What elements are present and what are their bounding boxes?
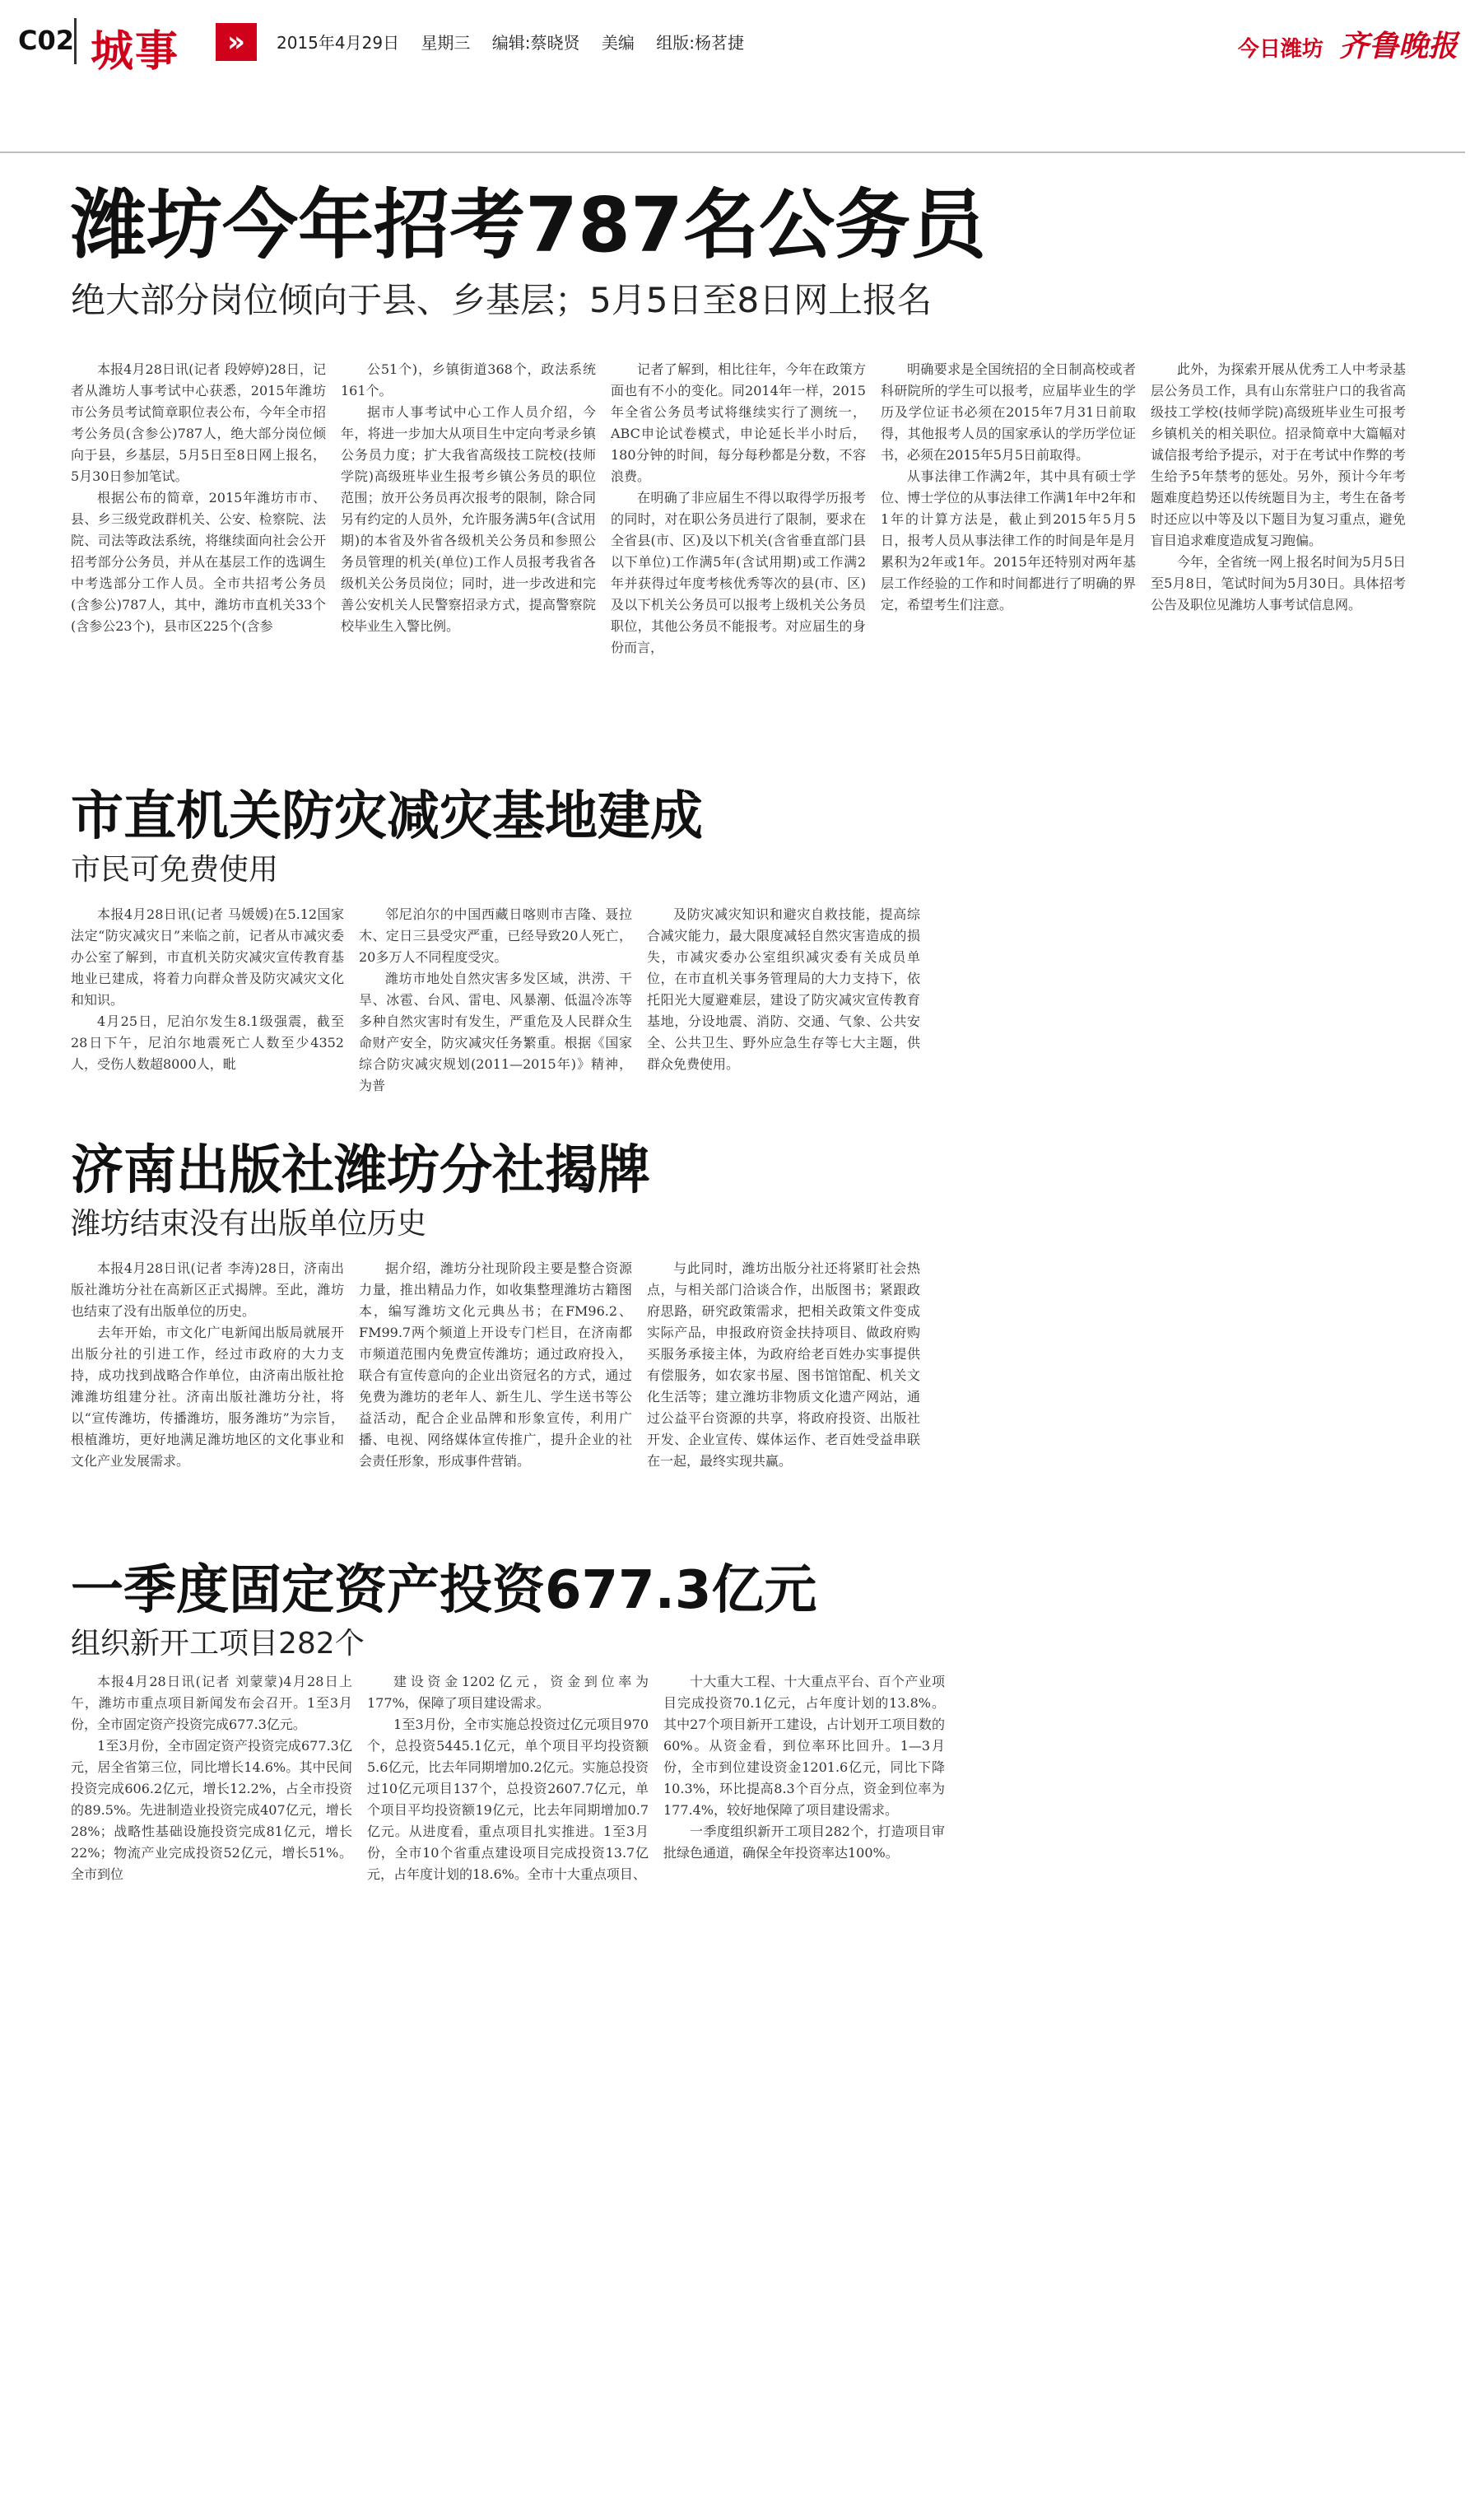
paragraph: 及防灾减灾知识和避灾自救技能，提高综合减灾能力，最大限度减轻自然灾害造成的损失，市减灾委办公室组织减灾委有关成员单位，在市直机关事务管理局的大力支持下，依托阳光大厦避难层，建设了防灾减灾宣传教育基地，分设地震、消防、交通、气象、公共安全、公共卫生、野外应急生存等七大主题，供群众免费使用。 [647,906,920,1072]
brand-edition: 今日潍坊 [1237,37,1324,62]
section-title: 城事 [91,27,180,77]
article-column [1151,359,1421,911]
paragraph: 去年开始，市文化广电新闻出版局就展开出版分社的引进工作，经过市政府的大力支持，成功找到战略合作单位，由济南出版社抢滩潍坊组建分社。济南出版社潍坊分社，将以“宣传潍坊，传播潍坊，服务潍坊”为宗旨，根植潍坊，更好地满足潍坊地区的文化事业和文化产业发展需求。 [71,1325,344,1469]
paragraph: 本报4月28日讯(记者 段婷婷)28日，记者从潍坊人事考试中心获悉，2015年潍坊市公务员考试简章职位表公布，今年全市招考公务员(含参公)787人，绝大部分岗位倾向于县，乡基层，5月5日至8日网上报名，5月30日参加笔试。 [71,361,326,484]
paragraph: 建设资金1202亿元，资金到位率为177%，保障了项目建设需求。 [367,1674,649,1711]
paragraph: 4月25日，尼泊尔发生8.1级强震，截至28日下午，尼泊尔地震死亡人数至少4352人，受伤人数超8000人，毗 [71,1013,344,1072]
article-column [359,1258,647,1587]
article-column [71,1258,359,1587]
article-subhead: 组织新开工项目282个 [71,1627,365,1661]
paragraph: 一季度组织新开工项目282个，打造项目审批绿色通道，确保全年投资率达100%。 [663,1824,945,1861]
paragraph: 公51个)，乡镇街道368个，政法系统161个。 [341,361,596,398]
article-column [647,1258,935,1587]
article-headline: 潍坊今年招考787名公务员 [71,181,987,269]
article-subhead: 潍坊结束没有出版单位历史 [71,1207,427,1241]
page-header [0,0,1484,82]
paragraph: 十大重大工程、十大重点平台、百个产业项目完成投资70.1亿元，占年度计划的13.8%。其中27个项目新开工建设，占计划开工项目数的60%。从资金看，到位率环比回升。1—3月份，全市到位建设资金1201.6亿元，同比下降10.3%，环比提高8.3个百分点，资金到位率为177.4%，较好地保障了项目建设需求。 [663,1674,945,1818]
header-meta [277,30,761,54]
art-editor-credit: 美编 [601,33,635,53]
paragraph: 明确要求是全国统招的全日制高校或者科研院所的学生可以报考，应届毕业生的学历及学位证书必须在2015年7月31日前取得，其他报考人员的国家承认的学历学位证书，必须在2015年5月5日前取得。 [881,361,1136,463]
page-number: C02 [18,25,75,56]
article-body [71,1671,960,2017]
article-column [71,1671,367,2017]
paragraph: 此外，为探索开展从优秀工人中考录基层公务员工作，具有山东常驻户口的我省高级技工学校(技师学院)高级班毕业生可报考乡镇机关的相关职位。招录简章中大篇幅对诚信报考给予提示，对于在考试中作弊的考生给予5年禁考的惩处。另外，预计今年考题难度趋势还以传统题目为主，考生在备考时还应以中等及以下题目为复习重点，避免盲目追求难度造成复习跑偏。 [1151,361,1406,548]
paragraph: 今年，全省统一网上报名时间为5月5日至5月8日，笔试时间为5月30日。具体招考公告及职位见潍坊人事考试信息网。 [1151,554,1406,613]
paragraph: 1至3月份，全市固定资产投资完成677.3亿元，居全省第三位，同比增长14.6%。其中民间投资完成606.2亿元，增长12.2%，占全市投资的89.5%。先进制造业投资完成407亿元，增长28%；战略性基础设施投资完成81亿元，增长22%；物流产业完成投资52亿元，增长51%。全市到位 [71,1738,352,1882]
article-subhead: 绝大部分岗位倾向于县、乡基层；5月5日至8日网上报名 [71,280,933,320]
paragraph: 据介绍，潍坊分社现阶段主要是整合资源力量，推出精品力作，如收集整理潍坊古籍图本，编写潍坊文化元典丛书；在FM96.2、FM99.7两个频道上开设专门栏目，在济南都市频道范围内免费宣传潍坊；通过政府投入，联合有宣传意向的企业出资冠名的方式，通过免费为潍坊的老年人、新生儿、学生送书等公益活动，配合企业品牌和形象宣传，利用广播、电视、网络媒体宣传推广，提升企业的社会责任形象，形成事件营销。 [359,1260,632,1469]
paragraph: 在明确了非应届生不得以取得学历报考的同时，对在职公务员进行了限制，要求在全省县(市、区)及以下机关(含省垂直部门县以下单位)工作满5年(含试用期)或工作满2年并获得过年度考核优秀等次的县(市、区)及以下机关公务员可以报考上级机关公务员职位，其他公务员不能报考。对应届生的身份而言， [611,490,866,655]
issue-date: 2015年4月29日 [277,33,400,53]
paragraph: 本报4月28日讯(记者 刘蒙蒙)4月28日上午，潍坊市重点项目新闻发布会召开。1至3月份，全市固定资产投资完成677.3亿元。 [71,1674,352,1732]
paragraph: 邻尼泊尔的中国西藏日喀则市吉隆、聂拉木、定日三县受灾严重，已经导致20人死亡，20多万人不同程度受灾。 [359,906,632,965]
paragraph: 据市人事考试中心工作人员介绍，今年，将进一步加大从项目生中定向考录乡镇公务员力度；扩大我省高级技工院校(技师学院)高级班毕业生报考乡镇公务员的职位范围；放开公务员再次报考的限制，除合同另有约定的人员外，允许服务满5年(含试用期)的本省及外省各级机关公务员和参照公务员管理的机关(单位)工作人员报考我省各级机关公务员岗位；同时，进一步改进和完善公安机关人民警察招录方式，提高警察院校毕业生入警比例。 [341,404,596,634]
layout-credit: 组版:杨茗捷 [656,33,745,53]
issue-weekday: 星期三 [421,33,471,53]
paragraph: 记者了解到，相比往年，今年在政策方面也有不小的变化。同2014年一样，2015年全省公务员考试将继续实行了测统一，ABC申论试卷模式，申论延长半小时后，180分钟的时间，每分每秒都是分数，不容浪费。 [611,361,866,484]
paragraph: 潍坊市地处自然灾害多发区域，洪涝、干旱、冰雹、台风、雷电、风暴潮、低温冷冻等多种自然灾害时有发生，严重危及人民群众生命财产安全，防灾减灾任务繁重。根据《国家综合防灾减灾规划(2011—2015年)》精神，为普 [359,971,632,1093]
article-column [367,1671,663,2017]
editor-credit: 编辑:蔡晓贤 [491,33,580,53]
article-headline: 市直机关防灾减灾基地建成 [71,786,703,847]
header-divider [74,18,77,64]
paragraph: 1至3月份，全市实施总投资过亿元项目970个，总投资5445.1亿元，单个项目平均投资额5.6亿元，比去年同期增加0.2亿元。实施总投资过10亿元项目137个，总投资2607.7亿元，单个项目平均投资额19亿元，比去年同期增加0.7亿元。从进度看，重点项目扎实推进。1至3月份，全市10个省重点建设项目完成投资13.7亿元，占年度计划的18.6%。全市十大重点项目、 [367,1717,649,1882]
paragraph: 本报4月28日讯(记者 李涛)28日，济南出版社潍坊分社在高新区正式揭牌。至此，潍坊也结束了没有出版单位的历史。 [71,1260,344,1319]
paragraph: 与此同时，潍坊出版分社还将紧盯社会热点，与相关部门洽谈合作，出版图书；紧跟政府思路，研究政策需求，把相关政策文件变成实际产品，申报政府资金扶持项目、做政府购买服务承接主体，为政府给老百姓办实事提供有偿服务，如农家书屋、图书馆馆配、机关文化生活等；建立潍坊非物质文化遗产网站，通过公益平台资源的共享，将政府投资、出版社开发、企业宣传、媒体运作、老百姓受益串联在一起，最终实现共赢。 [647,1260,920,1469]
chevron-right-icon: » [216,23,257,61]
brand-logo: 齐鲁晚报 [1338,29,1458,63]
paragraph: 从事法律工作满2年，其中具有硕士学位、博士学位的从事法律工作满1年中2年和1年的计算方法是，截止到2015年5月5日，报考人员从事法律工作的时间是年是月累积为2年或1年。2015年还特别对两年基层工作经验的工作和时间都进行了明确的界定，希望考生们注意。 [881,468,1136,613]
article-subhead: 市民可免费使用 [71,853,279,887]
article-column [663,1671,960,2017]
paragraph: 本报4月28日讯(记者 马媛媛)在5.12国家法定“防灾减灾日”来临之前，记者从市减灾委办公室了解到，市直机关防灾减灾宣传教育基地业已建成，将着力向群众普及防灾减灾文化和知识。 [71,906,344,1008]
article-headline: 一季度固定资产投资677.3亿元 [71,1560,817,1621]
article-column [647,904,935,1167]
masthead-brand [1238,23,1458,65]
article-column [881,359,1151,911]
article-body [71,1258,935,1587]
paragraph: 根据公布的简章，2015年潍坊市市、县、乡三级党政群机关、公安、检察院、法院、司法等政法系统，将继续面向社会公开招考部分公务员，并从在基层工作的选调生中考选部分工作人员。全市共招考公务员(含参公)787人，其中，潍坊市直机关33个(含参公23个)，县市区225个(含参 [71,490,326,634]
article-headline: 济南出版社潍坊分社揭牌 [71,1140,650,1201]
header-rule [0,151,1465,153]
